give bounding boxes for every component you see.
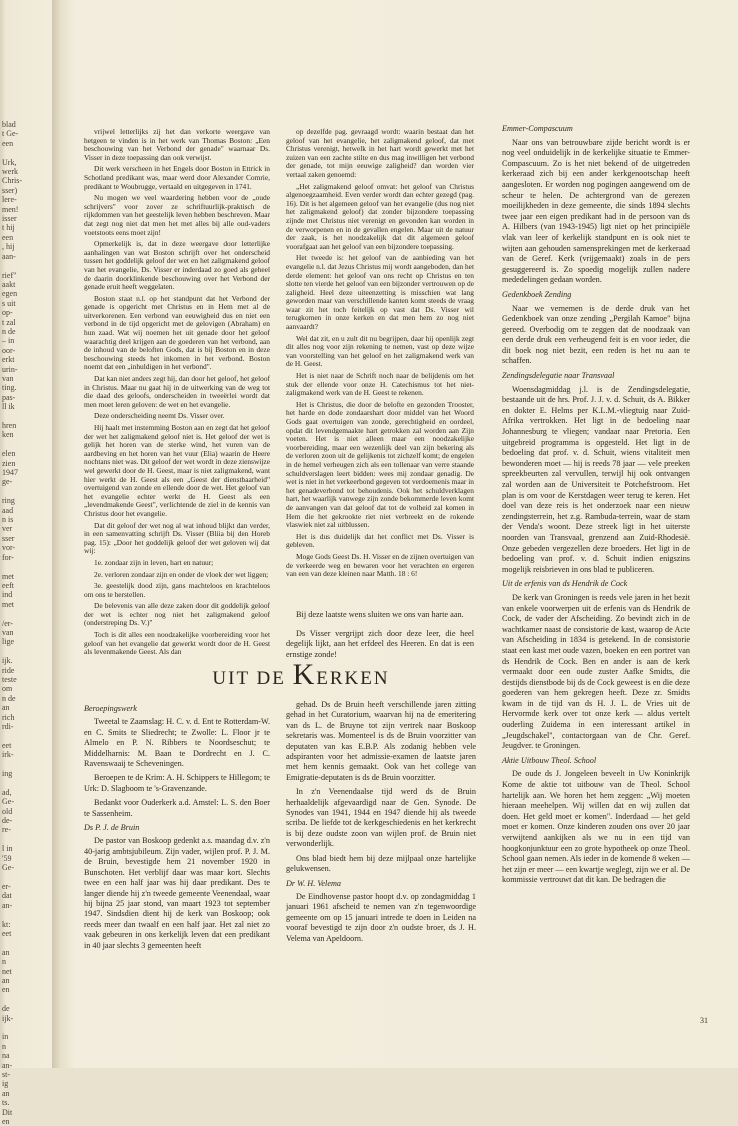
- news-column-3: [502, 120, 690, 889]
- paragraph: „Het zaligmakend geloof omvat: het geloof van Christus algenoegzaamheid. Even verder wordt dan echter gezegd (pag. 16). Dit is het algemeen geloof van het evangelie (dus nog niet het zaligmakend geloof) dat zonder bijzondere toepassing zijnde met Christus niet verenigt en gevonden kan worden in de verworpenen en in de gevallen engelen. Maar uit de natuur der zaak, is het noodzakelijk dat dit algemeen geloof voorafgaat aan het geloof van een bijzondere toepassing.: [286, 181, 474, 251]
- page-number: 31: [700, 1016, 708, 1025]
- paragraph: Bedankt voor Ouderkerk a.d. Amstel: L. S. den Boer te Sassenheim.: [84, 798, 270, 818]
- section-subheading: Gedenkboek Zending: [502, 289, 572, 299]
- paragraph: Nu mogen we veel waardering hebben voor de „oude schrijvers" voor zover ze schriftuurlijk-praktisch de rijkdommen van het geestelijk leven hebben beschreven. Maar dat zegt nog niet dat men het met alles bij alle oud-vaders voetstoots eens moet zijn!: [84, 193, 270, 237]
- paragraph: Beroepen te de Krim: A. H. Schippers te Hillegom; te Urk: D. Slagboom te 's-Gravenzande.: [84, 773, 270, 793]
- paragraph: op dezelfde pag. gevraagd wordt: waarin bestaat dan het geloof van het evangelie, het zaligmakend geloof, dat met Christus verenigt, hetwelk in het hart wordt gewerkt met het zuizen van een zachte stilte en dus mag inwilligen het verbond der genade, tot mijn eeuwige zaligheid? dan worden vier vertaal zaken genoemd:: [286, 128, 474, 179]
- paragraph: Dat dit geloof der wet nog al wat inhoud blijkt dan verder, in een samenvatting schrijft Ds. Visser (Bliia bij den Horeb pag. 15): „Door het goddelijk geloof der wet geloven wij dat wij:: [84, 520, 270, 556]
- paragraph: Naar ons van betrouwbare zijde bericht wordt is er nog veel onduidelijk in de kerkelijke situatie te Emmer-Compascuum. Zo is het niet bekend of de uitgetreden kerkeraad zich bij een ander kerkgenootschap heeft aangesloten. Er worden nog pogingen aangewend om de scheur te helen. De achtergrond van de gerezen moeilijkheden in deze gemeente, die sinds 1894 slechts twee jaar een eigen predikant had in de persoon van ds A. Hilbers (van 1943-1945) ligt niet op het principiële vlak van leer of kerkelijk standpunt en is ook niet te wijten aan gehouden samensprekingen met de kerkeraad van de Geref. Kerk (vrijgemaakt) zoals in de pers gesuggereerd is. Zo spoedig mogelijk zullen nadere mededelingen gedaan worden.: [502, 137, 690, 285]
- paragraph: Boston staat n.l. op het standpunt dat het Verbond der genade is opgericht met Christus en in Hem met al de uitverkorenen. Een verbond van eeuwigheid dus en niet een verbond in de tijd opgericht met de gelovigen (Abraham) en hun zaad. Wat wij noemen het uit genade door het geloof waarachtig deel krijgen aan de goederen van het verbond, aan de inhoud van de beloften Gods, dat is bij Boston en in deze beschouwing steeds het inkomen in het verbond. Boston noemt dat een „inhuldigen in het verbond".: [84, 293, 270, 372]
- article-column-1: [84, 128, 270, 664]
- section-subheading: Emmer-Compascuum: [502, 124, 573, 133]
- page-spine-shadow: [52, 0, 74, 1068]
- section-subheading: Beroepingswerk: [84, 704, 137, 713]
- paragraph: Het tweede is: het geloof van de aanbieding van het evangelie n.l. dat Jezus Christus mij wordt aangeboden, dan het derde element: het geloof van ons recht op Christus en ten slotte ten vierde het geloof van een bijzonder vertrouwen op de zaligheid. Heel deze uiteenzetting is misschien wat lang geworden maar van verschillende kanten komt steeds de vraag waar zit het toch feitelijk op vast dat Ds. Visser wil terugkomen in onze kerken en dat men hem zo nog niet aanvaardt?: [286, 253, 474, 332]
- paragraph: Opmerkelijk is, dat in deze weergave door letterlijke aanhalingen van wat Boston schrijft over het onderscheid tussen het goddelijk geloof der wet en het zaligmakend geloof van het evangelie, Ds. Visser er inderdaad zo goed als geheel de daarin doorklinkende beschouwing over het Verbond der genade eruit heeft weggelaten.: [84, 239, 270, 292]
- paragraph: Dat kan niet anders zegt hij, dan door het geloof, het geloof in Christus. Maar nu gaat hij in de uitwerking van de weg tot die daad des geloofs, onderscheiden in tweeërlei wordt dat men moet leren geloven: de wet en het evangelie.: [84, 374, 270, 409]
- section-subheading: Zendingsdelegatie naar Transvaal: [502, 371, 615, 381]
- paragraph: De kerk van Groningen is reeds vele jaren in het bezit van enkele voorwerpen uit de erfenis van ds Hendrik de Cock, de vader der Afscheiding. Zo bevindt zich in de wachtkamer naast de consistorie de kast, waarop de Acte van Afscheiding in 1834 is getekend. In de consistorie staat een kast met oude vazen, boeken en een portret van ds Hendrik de Cock. Ben en ander is aan de kerk vermaakt door een oude zuster Aafke Smidts, die destijds dienstbode bij ds de Cock geweest is en die deze goederen van hem gekregen heeft. Deze zr. Smidts kwam in de tijd van ds H. J. L. de Vries uit de Hervormde kerk over tot onze kerk — aldus vertelt ouderling Zuidema in een interessant artikel in „Jeugdschakel", contactorgaan van de Chr. Geref. Jeugdver. te Groningen.: [502, 592, 690, 751]
- paragraph: vrijwel letterlijks zij het dan verkorte weergave van hetgeen te vinden is in het werk van Thomas Boston: „Een beschouwing van het Verbond der genade" waarnaar Ds. Visser in deze toepassing dan ook verwijst.: [84, 128, 270, 162]
- section-subheading: Ds P. J. de Bruin: [84, 823, 140, 833]
- paragraph: Bij deze laatste wens sluiten we ons van harte aan.: [296, 610, 464, 620]
- paragraph: Moge Gods Geest Ds. H. Visser en de zijnen overtuigen van de verkeerde weg en bewaren voor het verachten en ergeren van een van deze kleinen naar Matth. 18 : 6!: [286, 551, 474, 579]
- paragraph: De pastor van Boskoop gedenkt a.s. maandag d.v. z'n 40-jarig ambtsjubileum. Zijn vader, wijlen prof. P. J. M. de Bruin, bevestigde hem 21 november 1920 in Bunschoten. Het verblijf daar was maar kort. Slechts twee en een half jaar was hij daar predikant. Des te langer diende hij z'n tweede gemeente Veenendaal, waar hij bijna 25 jaar stond, van maart 1923 tot september 1947. Sindsdien dient hij de kerk van Boskoop; ook reeds meer dan twaalf en een half jaar. Het zal niet zo vaak gebeuren in ons kerkelijk leven dat een predikant in 40 jaar slechts 3 gemeenten heeft: [84, 836, 270, 950]
- paragraph: De belevenis van alle deze zaken door dit goddelijk geloof der wet is echter nog niet het zaligmakend geloof (onderstreping Ds. V.)": [84, 601, 270, 628]
- paragraph: Tweetal te Zaamslag: H. C. v. d. Ent te Rotterdam-W. en C. Smits te Sliedrecht; te Zwolle: L. Floor jr te Almelo en P. N. Ribbers te Noordseschut; te Middelharnis: M. Baan te Dordrecht en J. C. Ravenswaaij te Scheveningen.: [84, 717, 270, 769]
- section-heading: [196, 658, 406, 692]
- paragraph: Toch is dit alles een noodzakelijke voorbereiding voor het geloof van het evangelie dat gewerkt wordt door de H. Geest als levenmakende Geest. Als dan: [84, 630, 270, 657]
- heading-cap: K: [292, 658, 317, 691]
- paragraph: In z'n Veenendaalse tijd werd ds de Bruin herhaaldelijk afgevaardigd naar de Gen. Synode. De Synodes van 1941, 1944 en 1947 diende hij als tweede scriba. De liefde tot de kerkgeschiedenis en het kerkrecht is bij deze oudste zoon van wijlen prof. de Bruin niet verwonderlijk.: [286, 787, 476, 849]
- paragraph: Ds Visser vergrijpt zich door deze leer, die heel degelijk lijkt, aan het erfdeel des Heeren. En dat is een ernstige zonde!: [286, 629, 474, 659]
- previous-page-fragment: blad t Ge- een Urk, werk Chris- sser) lere- men! isser t hij een , hij aan- rief" aakt egen s uit op- t zal n de – in oor- erkt urin- van ting. pas- ll ik hren ken elen zien 1947 ge- ring aad n is ver sser vor- for- met eeft ind met /er- van lige ijk. ride teste om n de an rich rdi- eet irk- ing ad, Ge- old de- re- l in '59 Ge- er- dat an- kt: eet an n net an en de ijk- in n na an- st- ig an ts. Dit en: [2, 120, 22, 1126]
- paragraph: Deze onderscheiding neemt Ds. Visser over.: [94, 411, 225, 421]
- paragraph: 2e. verloren zondaar zijn en onder de vloek der wet liggen;: [94, 569, 269, 579]
- section-subheading: Uit de erfenis van ds Hendrik de Cock: [502, 579, 628, 589]
- news-column-1: [84, 700, 270, 980]
- article-column-2: [286, 128, 474, 593]
- paragraph: 3e. geestelijk dood zijn, gans machteloos en krachteloos om ons te herstellen.: [84, 581, 270, 599]
- paragraph: gehad. Ds de Bruin heeft verschillende jaren zitting gehad in het Curatorium, waarvan hij na de emeritering van ds L. de Bruyne tot zijn vertrek naar Boskoop sekretaris was. Momenteel is ds de Bruin voorzitter van deputaten van kas E.B.P. Als zodanig hebben vele adspiranten voor het admissie-examen de laatste jaren met hem kennis gemaakt. Ook van het college van Emigratie-deputaten is ds de Bruin voorzitter.: [286, 700, 476, 782]
- heading-pre: UIT DE: [212, 668, 293, 689]
- paragraph: Ons blad biedt hem bij deze mijlpaal onze hartelijke gelukwensen.: [286, 853, 476, 874]
- paragraph: Naar we vernemen is de derde druk van het Gedenkboek van onze zending „Pergilah Kamoe" bijna gereed. Overbodig om te zeggen dat de noodzaak van een derde druk een verheugend feit is en voor ieder, die dit boek nog niet bezit, een reden is het nu aan te schaffen.: [502, 303, 690, 366]
- paragraph: Dit werk verscheen in het Engels door Boston in Ettrick in Schotland predikant was, maar werd door Alexander Comrie, predikant te Woubrugge, vertaald en uitgegeven in 1741.: [84, 164, 270, 191]
- heading-rest: ERKEN: [316, 668, 390, 689]
- paragraph: Het is Christus, die door de belofte en gezonden Trooster, het harde en dode zondaarshart door middel van het Woord Gods gaat overtuigen van zonde, gerechtigheid en oordeel, opdat dit levendgemaakte hart getrokken zal worden aan Zijn voeten. Het is niet alleen maar een noodzakelijke voorbereiding, maar een wezenlijk deel van zijn bekering als de verloren zoon uit de gelijkenis tot zichzelf komt; de engelen in de hemel verheugen zich als een tollenaar van verre staande schuldverslagen leert bidden: wees mij zondaar genadig. De wet is niet in het verkeerbond gegeven tot verdoemenis maar in het genadeverbond tot behoudenis. Ook het schuldverklagen hart, het waarlijk vanwege zijn zonde bekommerde leven komt de aanvangen van dat geloof dat tot de volheid zal komen in Hem die het gekrookte riet niet verbreekt en de rokende vlaswiek niet zal uitblussen.: [286, 399, 474, 530]
- paragraph: Wel dat zit, en u zult dit nu begrijpen, daar hij openlijk zegt dit alles nog voor zijn rekening te nemen, vast op deze wijze van voorstelling van het geloof en het zaligmakend werk van de H. Geest.: [286, 333, 474, 369]
- paragraph: De Eindhovense pastor hoopt d.v. op zondagmiddag 1 januari 1961 afscheid te nemen van z'n tegenwoordige gemeente om op 15 januari intrede te doen in Leiden na vooraf bevestigd te zijn door z'n oudste broer, ds J. H. Velema van Apeldoorn.: [286, 891, 476, 943]
- section-subheading: Aktie Uitbouw Theol. School: [502, 755, 597, 765]
- paragraph: Het is niet naar de Schrift noch naar de belijdenis om het stuk der ellende voor onze H. Catechismus tot het niet-zaligmakend werk van de H. Geest te rekenen.: [286, 371, 474, 398]
- news-column-2: [286, 700, 476, 980]
- paragraph: 1e. zondaar zijn in leven, hart en natuur;: [94, 557, 214, 567]
- paragraph: Woensdagmiddag j.l. is de Zendingsdelegatie, bestaande uit de hrs. Prof. J. J. v. d. Schuit, ds A. Bikker en dokter E. Helms per K.L.M.-vliegtuig naar Zuid-Afrika vertrokken. Het ligt in de bedoeling naar Johannesburg te vliegen; vandaar naar Pretoria. Een uitgebreid programma is opgesteld. Het ligt in de bedoeling dat prof. v. d. Schuit, wiens vitaliteit men bewonderen moet — hij is reeds 78 jaar — vele preeken spreekbeurten zal vervullen, terwijl hij ook ontvangen zal worden aan de Universiteit te Potchefstroom. Het plan is om voor de Kerstdagen weer terug te keren. Het doel van deze reis is het onderzoek naar een nieuw zendingsterrein, het z.g. Rambuda-terrein, waar de stam der Venda's woont. Deze streek ligt in het uiterste noorden van Transvaal, grenzend aan Zuid-Rhodesië. Onze gebeden vergezellen deze broeders. Het ligt in de bedoeling van prof. v. d. Schuit indien enigszins mogelijk reisbrieven in ons blad te publiceren.: [502, 384, 690, 574]
- paragraph: Het is dus duidelijk dat het conflict met Ds. Visser is gebleven.: [286, 531, 474, 550]
- paragraph: De oude ds J. Jongeleen beveelt in Uw Koninkrijk Kome de aktie tot uitbouw van de Theol. School hartelijk aan. We horen het hem zeggen: „Wij moeten hieraan meehelpen. Wij willen dat en wij zullen dat doen. Het geld moet er komen". Inderdaad — het geld moet er komen. Onze kinderen zouden ons over 20 jaar verwijtend aankijken als we nu in een tijd van hoogkonjunktuur een zo grote hypotheek op onze Theol. School gaan nemen. Als ieder in de komende 8 weken — het zijn er meer — een kwartje weglegt, zijn we er al. De kommissie vertrouwt dat dit kan. De bedragen die: [502, 769, 690, 885]
- paragraph: Hij haalt met instemming Boston aan en zegt dat het geloof der wet het zaligmakend geloof niet is. Het geloof der wet is gelijk het horen van de sterke wind, het vuren van de aardbeving en het horen van het vuur (Elia) waarin de Heere nochtans niet was. Dit geloof der wet wordt in deze zienswijze wel gewerkt door de H. Geest, maar is niet zaligmakend, want hier werkt de H. Geest als een „Geest der dienstbaarheid" overtuigend van zonde en ellende door de wet. Het geloof van het evangelie echter werkt de H. Geest als een „levendmakende Geest", verlichtende de ziel in de kennis van Christus door het evangelie.: [84, 423, 270, 518]
- section-subheading: Dr W. H. Velema: [286, 878, 341, 888]
